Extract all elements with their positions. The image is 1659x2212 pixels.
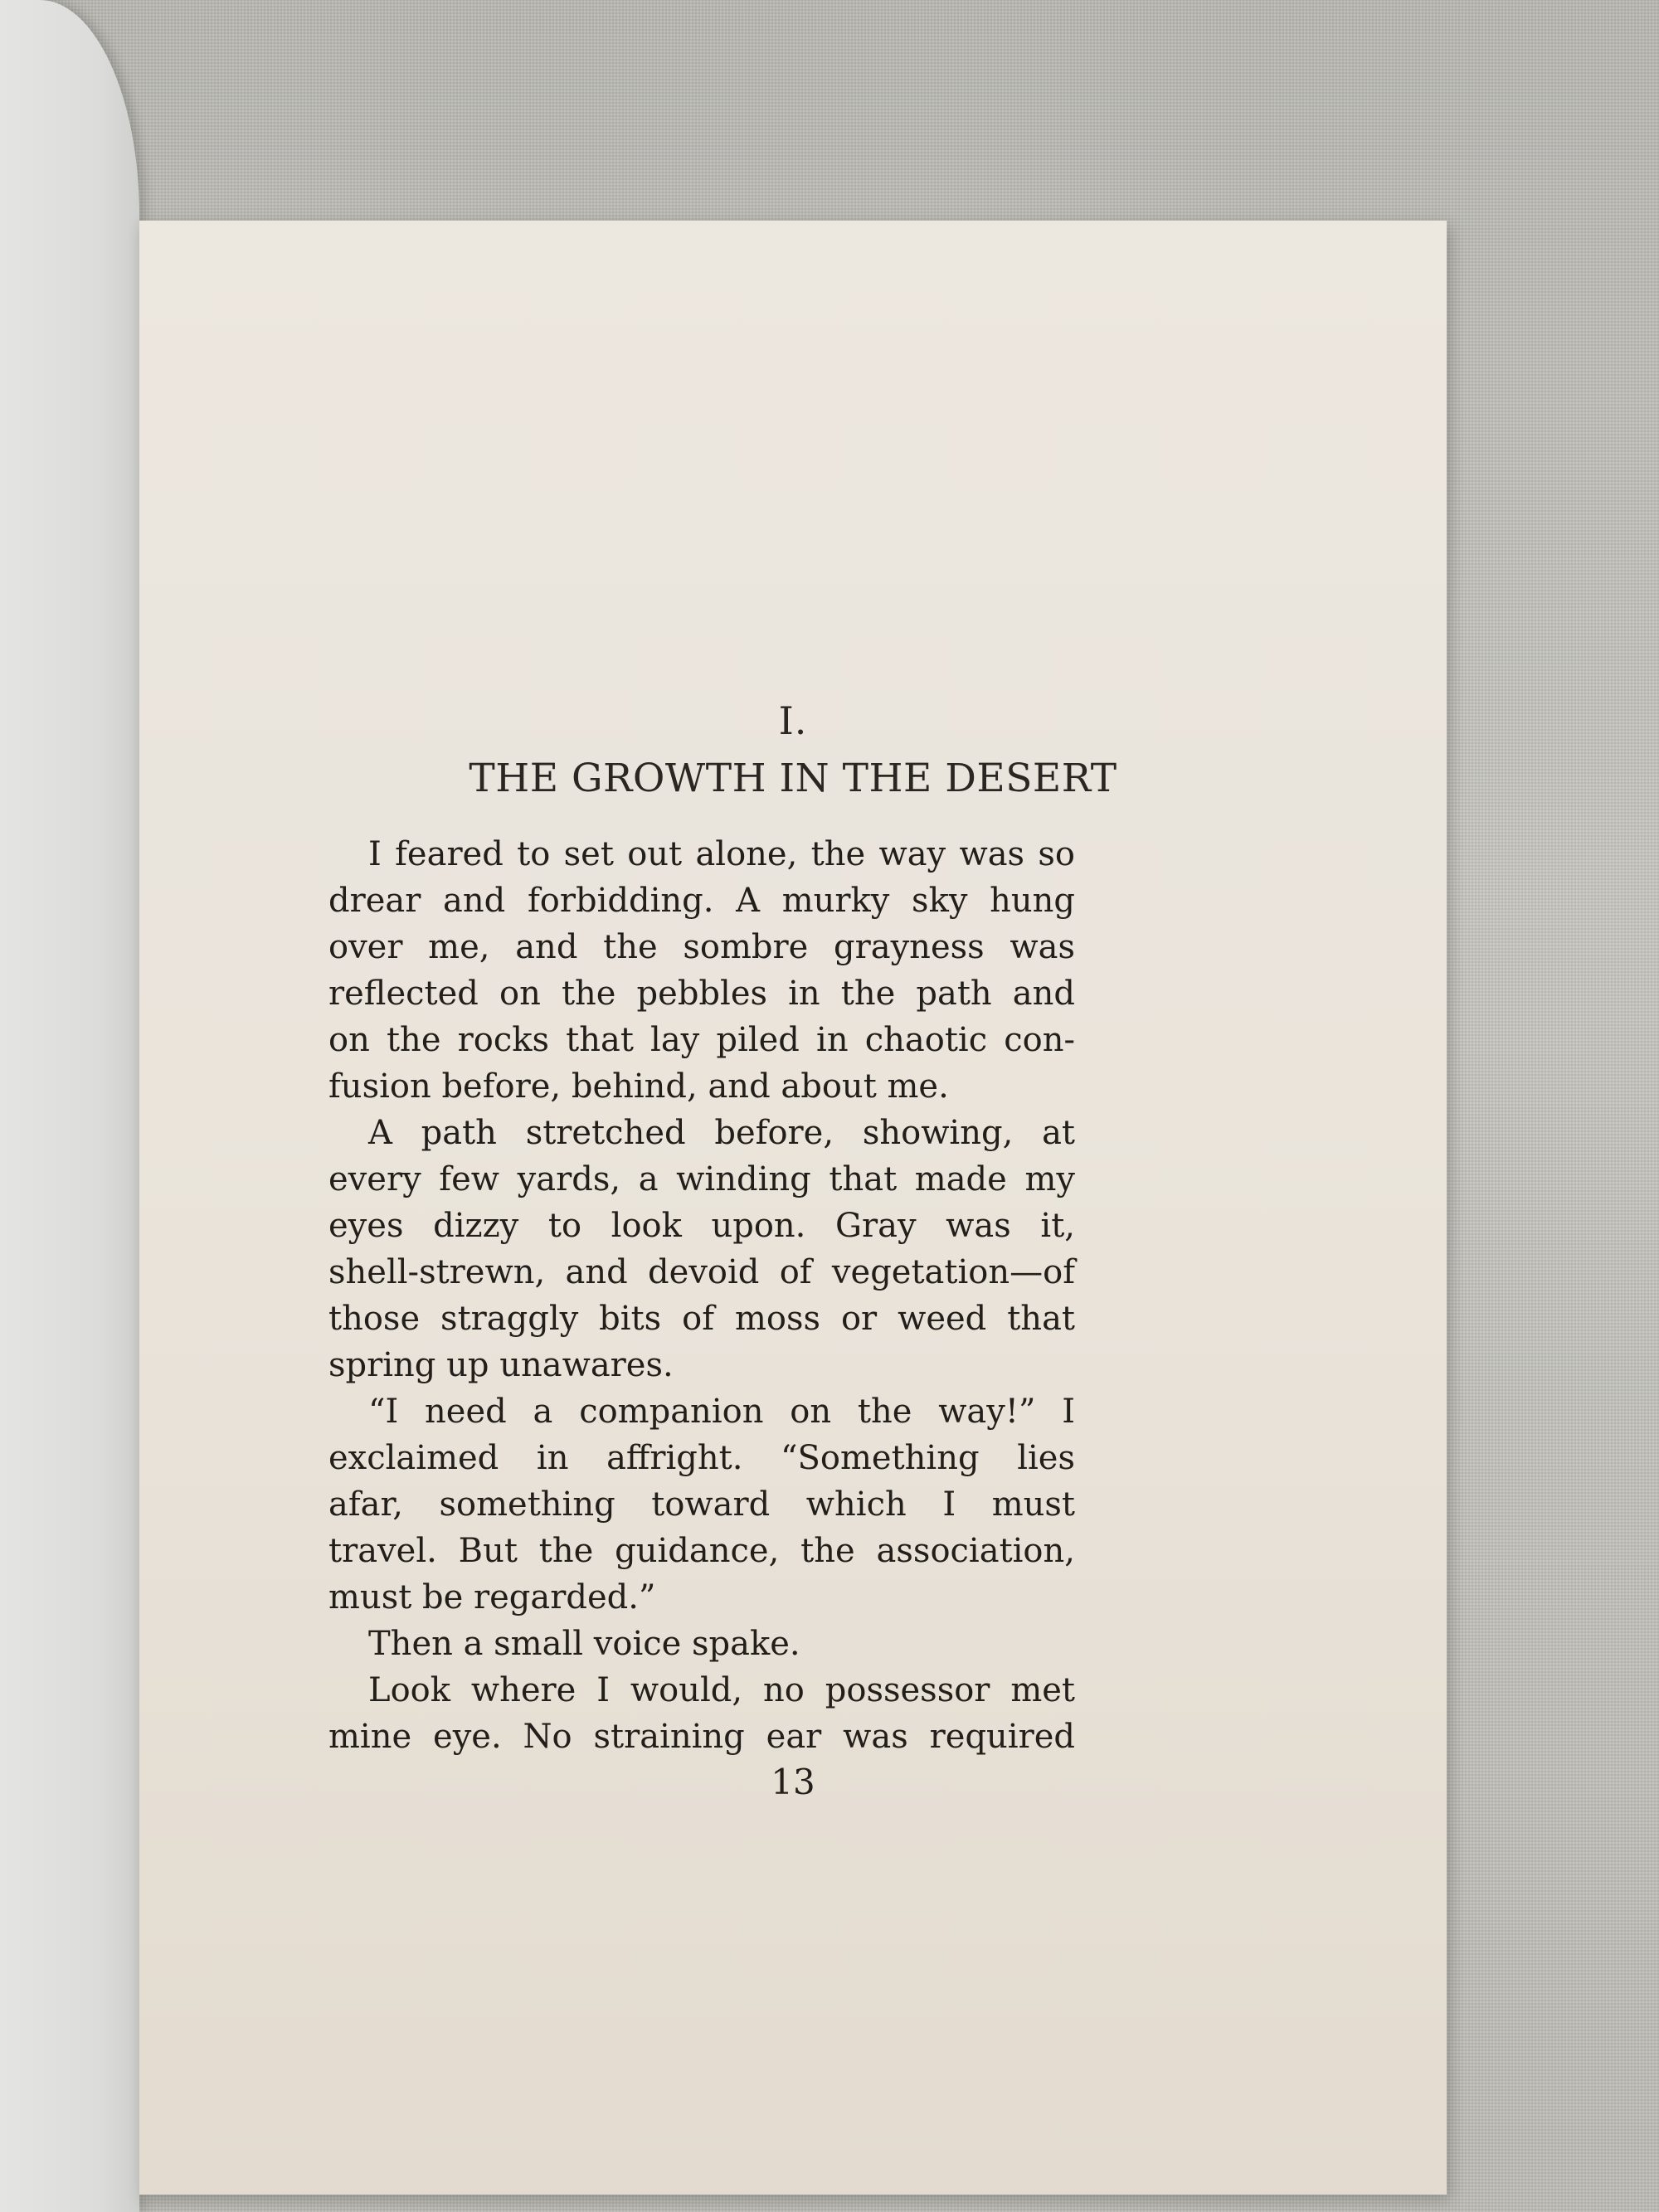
book-page <box>139 221 1447 2195</box>
text-line: drear and forbidding. A murky sky hung <box>328 882 1075 920</box>
text-line: spring up unawares. <box>328 1346 674 1384</box>
text-line: mine eye. No straining ear was required <box>328 1718 1075 1756</box>
text-line: Look where I would, no possessor met <box>368 1671 1075 1709</box>
chapter-number: I. <box>778 698 808 743</box>
text-line: afar, something toward which I must <box>328 1485 1075 1524</box>
text-line: A path stretched before, showing, at <box>368 1114 1075 1152</box>
text-line: eyes dizzy to look upon. Gray was it, <box>328 1207 1075 1245</box>
text-line: over me, and the sombre grayness was <box>328 928 1075 966</box>
text-line: shell-strewn, and devoid of vegetation—of <box>328 1253 1075 1291</box>
chapter-title: THE GROWTH IN THE DESERT <box>469 756 1117 801</box>
text-line: travel. But the guidance, the association, <box>328 1532 1075 1570</box>
text-line: “I need a companion on the way!” I <box>368 1393 1075 1431</box>
text-line: on the rocks that lay piled in chaotic con- <box>328 1021 1075 1059</box>
text-line: I feared to set out alone, the way was so <box>368 835 1075 873</box>
text-line: every few yards, a winding that made my <box>328 1160 1075 1198</box>
text-line: reflected on the pebbles in the path and <box>328 975 1075 1013</box>
text-line: Then a small voice spake. <box>368 1625 800 1663</box>
text-line: must be regarded.” <box>328 1578 656 1616</box>
text-line: those straggly bits of moss or weed that <box>328 1300 1075 1338</box>
text-line: fusion before, behind, and about me. <box>328 1067 949 1106</box>
page-number: 13 <box>771 1762 815 1802</box>
text-line: exclaimed in affright. “Something lies <box>328 1439 1075 1477</box>
body-text <box>328 831 1075 1760</box>
facing-page-edge <box>0 0 139 2212</box>
